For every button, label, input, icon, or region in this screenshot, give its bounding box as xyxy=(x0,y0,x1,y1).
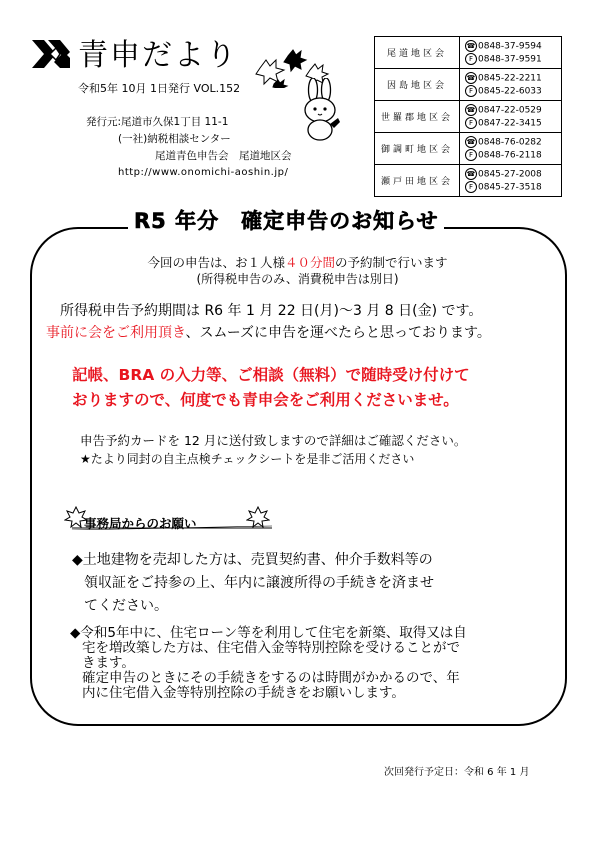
publisher-url-link[interactable]: http://www.onomichi-aoshin.jp/ xyxy=(118,167,289,178)
contact-row xyxy=(375,133,562,165)
phone-icon: ☎ xyxy=(466,169,476,178)
notice-item-property-line2: 領収証をご持参の上、年内に譲渡所得の手続きを済ませ xyxy=(84,575,434,591)
checksheet-note: ★たより同封の自主点検チェックシートを是非ご活用ください xyxy=(80,452,415,466)
tel-number: 0848-37-9594 xyxy=(478,41,542,51)
notice-item-line: ◆令和5年中に、住宅ローン等を利用して住宅を新築、取得又は自 xyxy=(70,625,467,641)
phone-icon: ☎ xyxy=(466,137,476,146)
notice-item-property-line1: ◆土地建物を売却した方は、売買契約書、仲介手数料等の xyxy=(72,552,433,568)
district-phones xyxy=(460,165,562,197)
tel-number: 0845-27-2008 xyxy=(478,169,542,179)
district-name: 尾道地区会 xyxy=(375,37,460,69)
reservation-subnote: (所得税申告のみ、消費税申告は別日) xyxy=(196,272,399,286)
district-name: 世羅郡地区会 xyxy=(375,101,460,133)
notice-item-line: きます。 xyxy=(82,655,135,671)
fax-icon: F xyxy=(465,117,477,129)
fax-number: 0845-27-3518 xyxy=(478,182,542,192)
contact-row xyxy=(375,69,562,101)
fax-number: 0847-22-3415 xyxy=(478,118,542,128)
phone-icon: ☎ xyxy=(466,105,476,114)
district-phones xyxy=(460,37,562,69)
logo-icon xyxy=(30,38,72,70)
fax-icon: F xyxy=(465,53,477,65)
phone-icon: ☎ xyxy=(466,73,476,82)
district-phones xyxy=(460,133,562,165)
rabbit-mascot-icon xyxy=(296,78,344,142)
fax-icon: F xyxy=(465,181,477,193)
district-name: 因島地区会 xyxy=(375,69,460,101)
consultation-note-line2: おりますので、何度でも青申会をご利用くださいませ。 xyxy=(72,391,459,409)
fax-number: 0845-22-6033 xyxy=(478,86,542,96)
notice-item-property-line3: てください。 xyxy=(84,598,168,614)
reservation-note: 今回の申告は、お１人様４０分間の予約制で行います xyxy=(147,255,448,270)
reservation-card-note: 申告予約カードを 12 月に送付致しますので詳細はご確認ください。 xyxy=(80,433,467,448)
fax-number: 0848-76-2118 xyxy=(478,150,542,160)
fax-icon: F xyxy=(465,149,477,161)
tel-number: 0845-22-2211 xyxy=(478,73,542,83)
contact-row xyxy=(375,101,562,133)
advance-use-note: 事前に会をご利用頂き、スムーズに申告を運べたらと思っております。 xyxy=(46,325,491,341)
fax-number: 0848-37-9591 xyxy=(478,54,542,64)
publisher-association: 尾道青色申告会 尾道地区会 xyxy=(155,150,292,162)
tel-number: 0847-22-0529 xyxy=(478,105,542,115)
notice-item-line: 確定申告のときにその手続きをするのは時間がかかるので、年 xyxy=(82,670,460,686)
contact-row xyxy=(375,165,562,197)
tel-number: 0848-76-0282 xyxy=(478,137,542,147)
next-issue-date: 次回発行予定日：令和 6 年 1 月 xyxy=(384,767,530,778)
district-name: 御調町地区会 xyxy=(375,133,460,165)
phone-icon: ☎ xyxy=(466,41,476,50)
publisher-address: 発行元:尾道市久保1丁目 11-1 xyxy=(86,116,229,128)
maple-leaf-icon xyxy=(246,505,270,529)
notice-heading: 事務局からのお願い xyxy=(84,516,197,531)
publisher-organization: (一社)納税相談センター xyxy=(118,133,231,145)
contact-table xyxy=(374,36,562,197)
district-phones xyxy=(460,69,562,101)
consultation-note-line1: 記帳、BRA の入力等、ご相談（無料）で随時受け付けて xyxy=(72,366,470,384)
notice-item-line: 内に住宅借入金等特別控除の手続きをお願いします。 xyxy=(82,685,405,701)
newsletter-title: 青申だより xyxy=(78,38,238,73)
issue-info: 令和5年 10月 1日発行 VOL.152 xyxy=(78,82,241,95)
notice-item-housing-loan xyxy=(70,626,467,701)
fax-icon: F xyxy=(465,85,477,97)
contact-row xyxy=(375,37,562,69)
district-phones xyxy=(460,101,562,133)
district-name: 瀬戸田地区会 xyxy=(375,165,460,197)
reservation-period: 所得税申告予約期間は R6 年 1 月 22 日(月)～3 月 8 日(金) です。 xyxy=(60,303,483,319)
notice-item-line: 宅を増改築した方は、住宅借入金等特別控除を受けることがで xyxy=(82,640,460,656)
main-heading: R5 年分 確定申告のお知らせ xyxy=(128,205,444,235)
advance-use-highlight: 事前に会をご利用頂き xyxy=(46,325,186,341)
duration-highlight: ４０分間 xyxy=(284,255,335,270)
